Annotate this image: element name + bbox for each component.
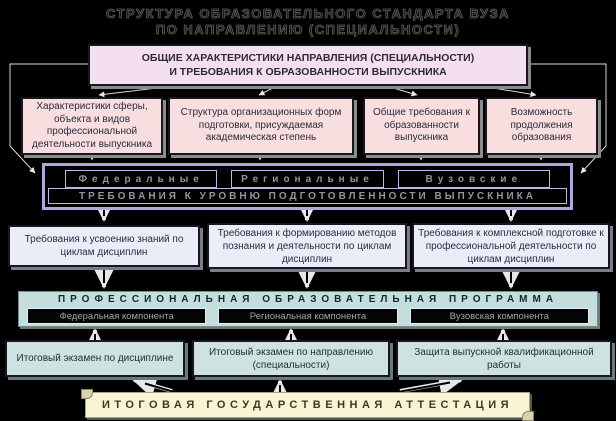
page-title-line1: СТРУКТУРА ОБРАЗОВАТЕЛЬНОГО СТАНДАРТА ВУЗА <box>105 6 511 21</box>
general-requirements-box <box>88 44 528 86</box>
general-requirements-line1: ОБЩИЕ ХАРАКТЕРИСТИКИ НАПРАВЛЕНИЯ (СПЕЦИАЛЬНОСТИ) <box>141 52 475 64</box>
professional-program-title: ПРОФЕССИОНАЛЬНАЯ ОБРАЗОВАТЕЛЬНАЯ ПРОГРАММА <box>57 294 559 305</box>
component-box-university: Вузовские <box>398 170 550 188</box>
attestation-box-discipline-exam: Итоговый экзамен по дисциплине <box>5 340 185 377</box>
page-title-line2: ПО НАПРАВЛЕНИЮ (СПЕЦИАЛЬНОСТИ) <box>155 22 461 37</box>
component-box-federal: Федеральные <box>65 170 217 188</box>
program-component-university: Вузовская компонента <box>410 308 589 324</box>
general-requirements-line2: И ТРЕБОВАНИЯ К ОБРАЗОВАННОСТИ ВЫПУСКНИКА <box>169 66 447 78</box>
program-component-federal: Федеральная компонента <box>27 308 206 324</box>
characteristics-box-activity: Характеристики сферы, объекта и видов профессиональной деятельности выпускника <box>21 97 163 155</box>
cycle-box-methods: Требования к формированию методов познания и деятельности по циклам дисциплин <box>207 223 407 269</box>
characteristics-box-structure: Структура организационных форм подготовки, присуждаемая академическая степень <box>168 97 354 155</box>
characteristics-box-continuing-education: Возможность продолжения образования <box>485 97 598 155</box>
page-title <box>0 4 616 40</box>
component-box-regional: Региональные <box>231 170 383 188</box>
standard-components-row <box>65 170 550 188</box>
professional-program-band <box>18 291 598 327</box>
characteristics-box-general-requirements: Общие требования к образованности выпускника <box>363 97 480 155</box>
level-requirements-title: ТРЕБОВАНИЯ К УРОВНЮ ПОДГОТОВЛЕННОСТИ ВЫПУСКНИКА <box>48 188 567 204</box>
program-component-regional: Региональная компонента <box>218 308 397 324</box>
cycle-box-knowledge: Требования к усвоению знаний по циклам дисциплин <box>8 225 200 267</box>
standard-components-band <box>42 163 573 210</box>
final-attestation-banner: ИТОГОВАЯ ГОСУДАРСТВЕННАЯ АТТЕСТАЦИЯ <box>85 392 530 418</box>
program-components-row <box>27 308 589 324</box>
attestation-box-speciality-exam: Итоговый экзамен по направлению (специальности) <box>192 340 390 377</box>
cycle-box-professional-training: Требования к комплексной подготовке к профессиональной деятельности по циклам дисциплин <box>412 223 610 269</box>
attestation-box-thesis-defense: Защита выпускной квалификационной работы <box>396 340 612 377</box>
